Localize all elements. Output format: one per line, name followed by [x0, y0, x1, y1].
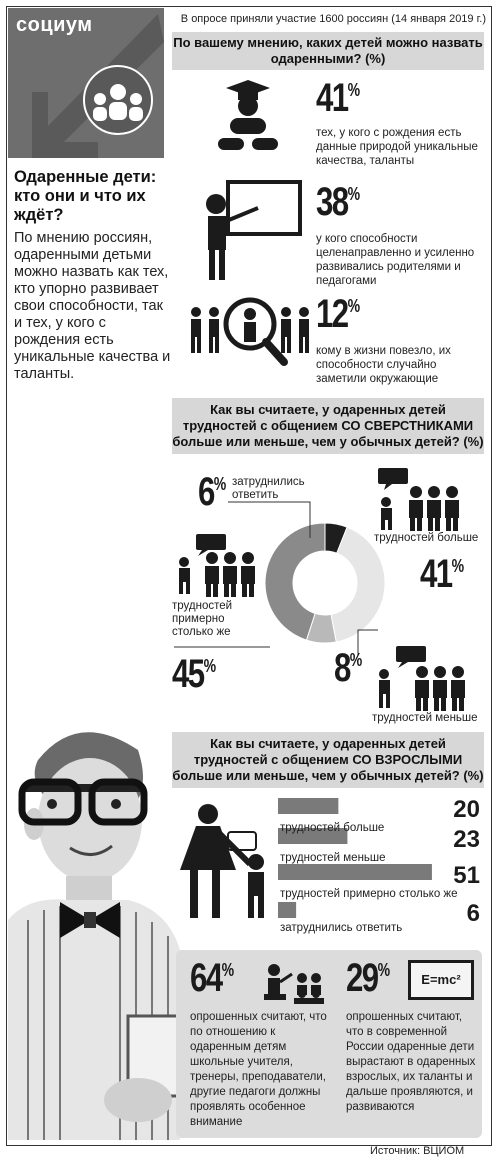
q1-text-1: тех, у кого с рождения есть данные природой уникальные качества, таланты [316, 127, 478, 167]
kid-with-adults-icon-less [372, 644, 468, 712]
page-title: Одаренные дети: кто они и что их ждёт? [14, 168, 157, 224]
q3-label-less: трудностей меньше [280, 852, 386, 864]
q1-text-3: кому в жизни повезло, их способности случайно заметили окружающие [316, 345, 451, 385]
g2-text: опрошенных считают, что в современной России одаренные дети вырастают в одаренных взрослых, их таланты и дальше проявляются, и развиваются [346, 1011, 476, 1113]
q2-label-unsure: затруднились ответить [232, 476, 305, 501]
q1-value-3: 12% [316, 292, 361, 336]
q2-label-same: трудностей примерно столько же [172, 600, 233, 638]
g1-value: 64% [190, 956, 235, 1000]
q1-title: По вашему мнению, каких детей можно назвать одаренными? (%) [172, 32, 484, 70]
bar-4 [278, 902, 296, 918]
bar-1 [278, 798, 338, 814]
bar-value-3: 51 [453, 862, 480, 889]
q2-value-more: 41% [420, 552, 465, 596]
source-note: Источник: ВЦИОМ [370, 1145, 465, 1157]
bar-value-4: 6 [466, 900, 480, 927]
q2-value-unsure: 6% [198, 470, 227, 514]
magnifier-people-icon [186, 292, 316, 372]
q1-value-2: 38% [316, 180, 361, 224]
teacher-board-icon [196, 178, 306, 288]
survey-note: В опросе приняли участие 1600 россиян (14 января 2019 г.) [180, 13, 486, 25]
brand-logo: социум [16, 14, 93, 36]
adult-and-child-icon [176, 800, 276, 924]
bar-value-2: 23 [453, 826, 480, 853]
q2-value-same: 45% [172, 652, 217, 696]
lead-text: По мнению россиян, одаренными детьми можно назвать как тех, кто упорно развивает свои способности, так и тех, у кого с рождения есть уникальные качества и таланты. [14, 230, 171, 382]
q3-title: Как вы считаете, у одаренных детей трудностей с общением СО ВЗРОСЛЫМИ больше или меньше, чем у обычных детей? (%) [172, 732, 484, 788]
kid-with-adults-icon-same [172, 532, 264, 598]
bar-3 [278, 864, 432, 880]
q2-title: Как вы считаете, у одаренных детей трудностей с общением СО СВЕРСТНИКАМИ больше или меньше, чем у обычных детей? (%) [172, 398, 484, 454]
q3-label-same: трудностей примерно столько же [280, 888, 458, 900]
baby-graduate-icon [210, 78, 290, 168]
q3-label-unsure: затруднились ответить [280, 922, 403, 934]
q3-label-more: трудностей больше [280, 822, 385, 834]
blackboard-formula-icon: E=mc² [408, 960, 474, 1000]
q2-label-more: трудностей больше [374, 532, 479, 544]
q1-text-2: у кого способности целенаправленно и усиленно развивались родителями и педагогами [316, 233, 475, 287]
bar-value-1: 20 [453, 796, 480, 823]
teacher-with-students-icon [262, 960, 334, 1006]
q2-label-less: трудностей меньше [372, 712, 478, 724]
boy-with-glasses-illustration [8, 720, 188, 1140]
g1-text: опрошенных считают, что по отношению к одаренным детям школьные учителя, тренеры, преподаватели, другие педагоги должны проявлять особенное внимание [190, 1011, 327, 1128]
g2-value: 29% [346, 956, 391, 1000]
adults-bar-chart [276, 792, 484, 942]
kid-with-adults-icon-more [374, 466, 470, 532]
q2-value-less: 8% [334, 646, 363, 690]
q1-value-1: 41% [316, 76, 361, 120]
